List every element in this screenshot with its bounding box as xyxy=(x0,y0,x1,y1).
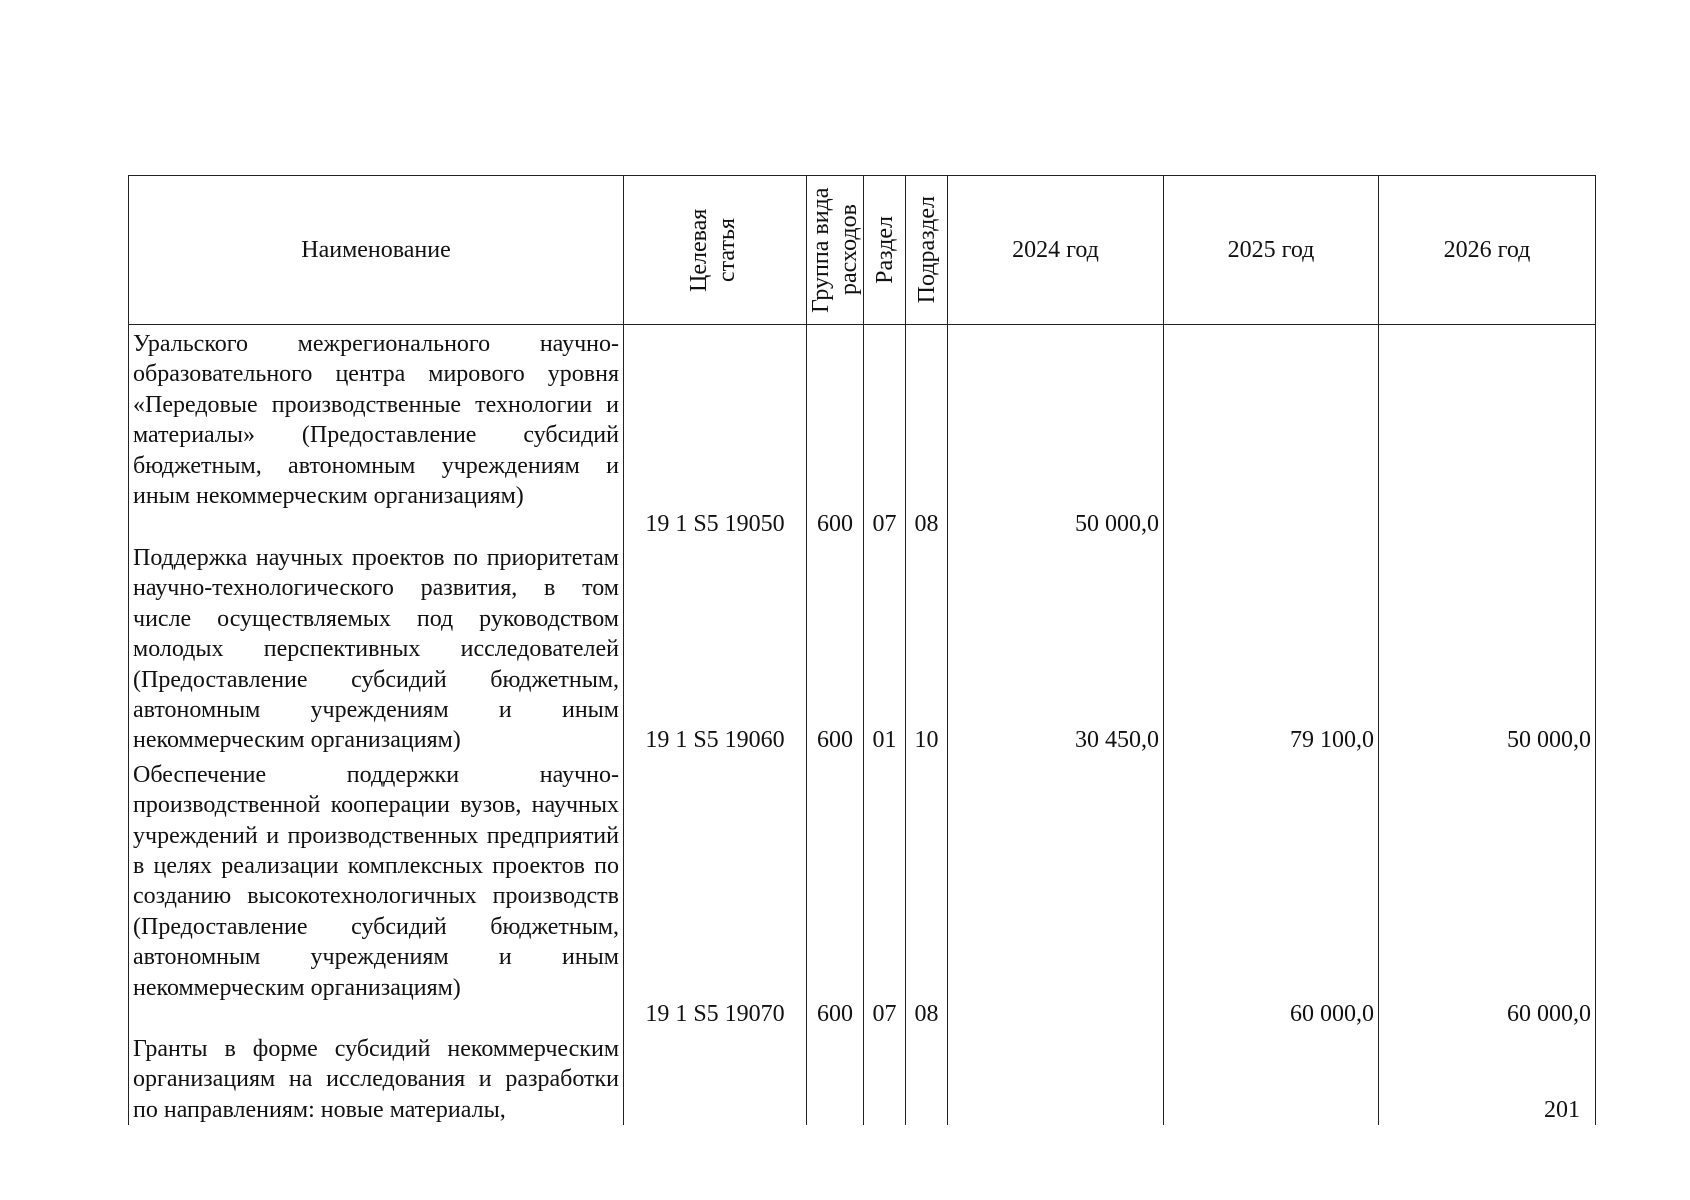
row-2025 xyxy=(1164,1030,1379,1125)
row-2024 xyxy=(948,1030,1164,1125)
header-subsection: Подраздел xyxy=(906,176,948,325)
row-group: 600 xyxy=(807,539,864,756)
row-subsection: 10 xyxy=(906,539,948,756)
row-section: 07 xyxy=(864,756,906,1030)
row-2026: 50 000,0 xyxy=(1379,539,1596,756)
row-section: 01 xyxy=(864,539,906,756)
row-group: 600 xyxy=(807,756,864,1030)
row-name: Обеспечение поддержки научно-производственной кооперации вузов, научных учреждений и производственных предприятий в целях реализации комплексных проектов по созданию высокотехнологичных производств (Предоставление субсидий бюджетным, автономным учреждениям и иным некоммерческим организациям) xyxy=(129,756,624,1030)
header-2024: 2024 год xyxy=(948,176,1164,325)
row-group xyxy=(807,1030,864,1125)
row-name: Уральского межрегионального научно-образовательного центра мирового уровня «Передовые производственные технологии и материалы» (Предоставление субсидий бюджетным, автономным учреждениям и иным некоммерческим организациям) xyxy=(129,325,624,540)
row-name: Гранты в форме субсидий некоммерческим организациям на исследования и разработки по направлениям: новые материалы, xyxy=(129,1030,624,1125)
header-2026: 2026 год xyxy=(1379,176,1596,325)
row-2025: 60 000,0 xyxy=(1164,756,1379,1030)
row-2024: 50 000,0 xyxy=(948,325,1164,540)
row-2024: 30 450,0 xyxy=(948,539,1164,756)
table-row xyxy=(129,325,1596,540)
row-group: 600 xyxy=(807,325,864,540)
table-row xyxy=(129,756,1596,1030)
row-subsection: 08 xyxy=(906,756,948,1030)
row-2026 xyxy=(1379,325,1596,540)
row-subsection xyxy=(906,1030,948,1125)
header-target: Целевая статья xyxy=(624,176,807,325)
table-row xyxy=(129,539,1596,756)
row-name: Поддержка научных проектов по приоритетам научно-технологического развития, в том числе осуществляемых под руководством молодых перспективных исследователей (Предоставление субсидий бюджетным, автономным учреждениям и иным некоммерческим организациям) xyxy=(129,539,624,756)
row-2024 xyxy=(948,756,1164,1030)
header-2025: 2025 год xyxy=(1164,176,1379,325)
page-number: 201 xyxy=(1544,1097,1580,1123)
row-section: 07 xyxy=(864,325,906,540)
row-2025 xyxy=(1164,325,1379,540)
row-target: 19 1 S5 19050 xyxy=(624,325,807,540)
row-subsection: 08 xyxy=(906,325,948,540)
row-target: 19 1 S5 19060 xyxy=(624,539,807,756)
header-row xyxy=(129,176,1596,325)
row-section xyxy=(864,1030,906,1125)
row-2026: 60 000,0 xyxy=(1379,756,1596,1030)
header-group: Группа вида расходов xyxy=(807,176,864,325)
row-target: 19 1 S5 19070 xyxy=(624,756,807,1030)
row-2025: 79 100,0 xyxy=(1164,539,1379,756)
header-section: Раздел xyxy=(864,176,906,325)
row-target xyxy=(624,1030,807,1125)
header-name: Наименование xyxy=(129,176,624,325)
table-row xyxy=(129,1030,1596,1125)
budget-table xyxy=(128,175,1596,1125)
